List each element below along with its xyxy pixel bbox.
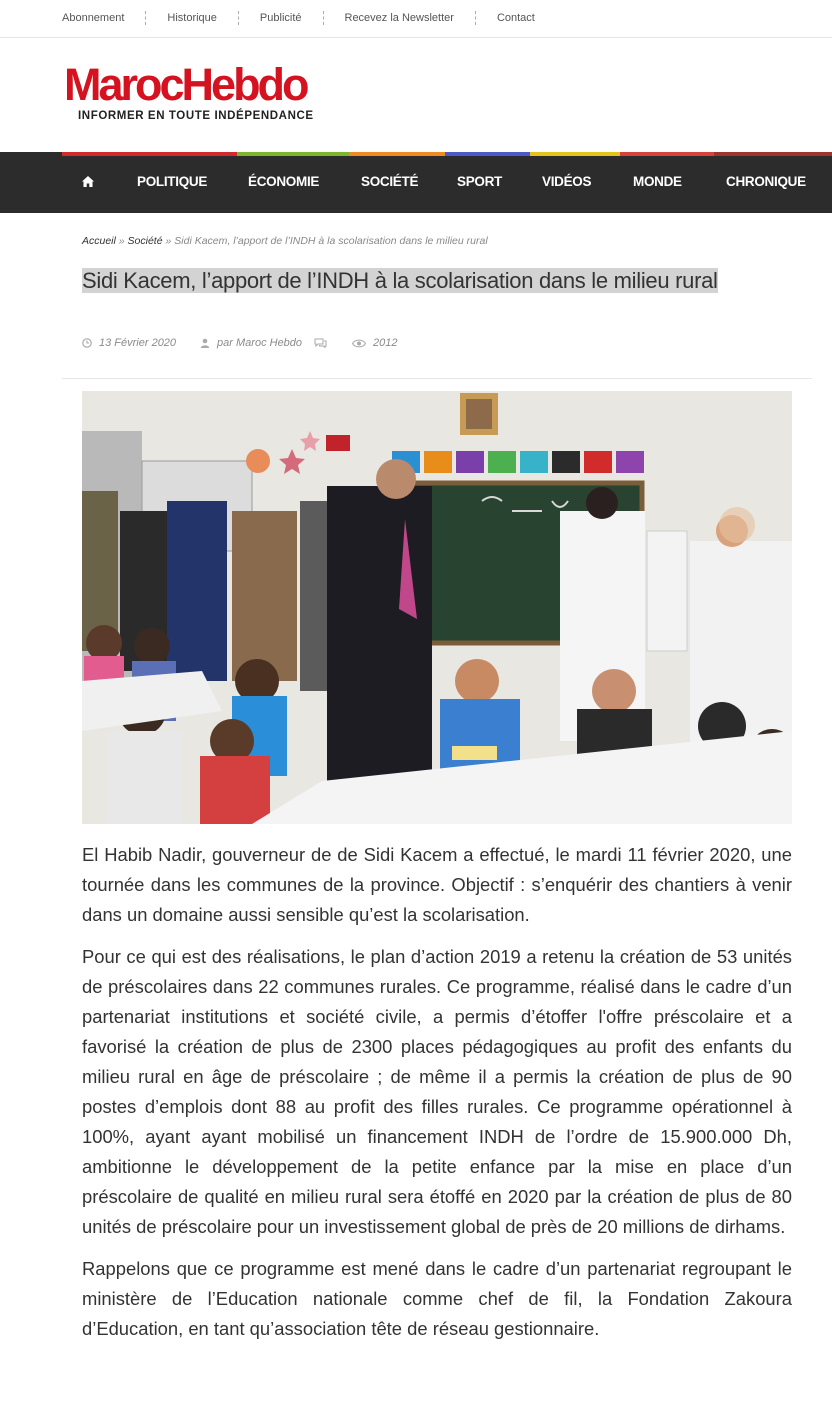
- comments-icon[interactable]: [314, 338, 327, 348]
- top-link-abonnement[interactable]: Abonnement: [62, 12, 125, 24]
- article-title: [82, 266, 752, 295]
- nav-item-economie[interactable]: ÉCONOMIE: [248, 174, 320, 189]
- nav-home[interactable]: [82, 156, 94, 213]
- article-meta: [82, 337, 398, 349]
- breadcrumb-category[interactable]: Société: [127, 235, 163, 247]
- nav-item-videos[interactable]: VIDÉOS: [542, 174, 592, 189]
- breadcrumb-separator: »: [162, 235, 175, 247]
- nav-item-societe[interactable]: SOCIÉTÉ: [361, 174, 419, 189]
- nav-item-sport[interactable]: SPORT: [457, 174, 503, 189]
- nav-item-politique[interactable]: POLITIQUE: [137, 174, 208, 189]
- breadcrumb: [82, 235, 488, 247]
- article-date: 13 Février 2020: [99, 337, 177, 349]
- article-views: 2012: [373, 337, 398, 349]
- clock-icon: [82, 338, 92, 348]
- article-title-text: Sidi Kacem, l’apport de l’INDH à la scolarisation dans le milieu rural: [82, 268, 718, 293]
- top-link-historique[interactable]: Historique: [145, 11, 238, 25]
- top-link-contact[interactable]: Contact: [475, 11, 556, 25]
- article-photo: [82, 391, 792, 824]
- breadcrumb-separator: »: [115, 235, 128, 247]
- site-logo[interactable]: [64, 59, 314, 122]
- classroom-photo: [82, 391, 792, 824]
- user-icon: [200, 338, 210, 348]
- top-link-newsletter[interactable]: Recevez la Newsletter: [323, 11, 475, 25]
- article-body: [82, 840, 792, 1356]
- top-link-publicite[interactable]: Publicité: [238, 11, 323, 25]
- eye-icon: [352, 339, 366, 348]
- article-paragraph: El Habib Nadir, gouverneur de de Sidi Kacem a effectué, le mardi 11 février 2020, une tournée dans les communes de la province. Objectif : s’enquérir des chantiers à venir dans un domaine aussi sensible qu’est la scolarisation.: [82, 844, 792, 925]
- logo-wordmark: MarocHebdo: [64, 59, 307, 110]
- article-paragraph: Rappelons que ce programme est mené dans le cadre d’un partenariat regroupant le ministère de l’Education nationale comme chef de fil, la Fondation Zakoura d’Education, en tant qu’association tête de réseau gestionnaire.: [82, 1258, 792, 1339]
- article-paragraph: Pour ce qui est des réalisations, le plan d’action 2019 a retenu la création de 53 unités de préscolaires dans 22 communes rurales. Ce programme, réalisé dans le cadre d’un partenariat institutions et société civile, a permis d’étoffer l'offre préscolaire et a favorisé la création de plus de 2300 places pédagogiques au profit des enfants du milieu rural en âge de préscolaire ; de même il a permis la création de plus de 90 postes d’emplois dont 88 au profit des filles rurales. Ce programme opérationnel à 100%, ayant ayant mobilisé un financement INDH de l’ordre de 15.900.000 Dh, ambitionne le développement de la petite enfance par la mise en place d’un préscolaire de qualité en milieu rural sera étoffé en 2020 par la création de plus de 80 unités de préscolaire pour un investissement global de près de 20 millions de dirhams.: [82, 946, 792, 1237]
- logo-tagline: INFORMER EN TOUTE INDÉPENDANCE: [78, 110, 314, 122]
- nav-item-monde[interactable]: MONDE: [633, 174, 682, 189]
- main-nav: [0, 152, 832, 213]
- home-icon: [82, 176, 94, 187]
- breadcrumb-home[interactable]: Accueil: [82, 235, 116, 247]
- top-bar: [0, 0, 832, 38]
- top-links: [62, 11, 556, 25]
- article-author[interactable]: par Maroc Hebdo: [217, 337, 303, 349]
- meta-divider: [62, 378, 812, 379]
- nav-item-chronique[interactable]: CHRONIQUE: [726, 174, 806, 189]
- breadcrumb-current: Sidi Kacem, l’apport de l’INDH à la scolarisation dans le milieu rural: [174, 235, 488, 247]
